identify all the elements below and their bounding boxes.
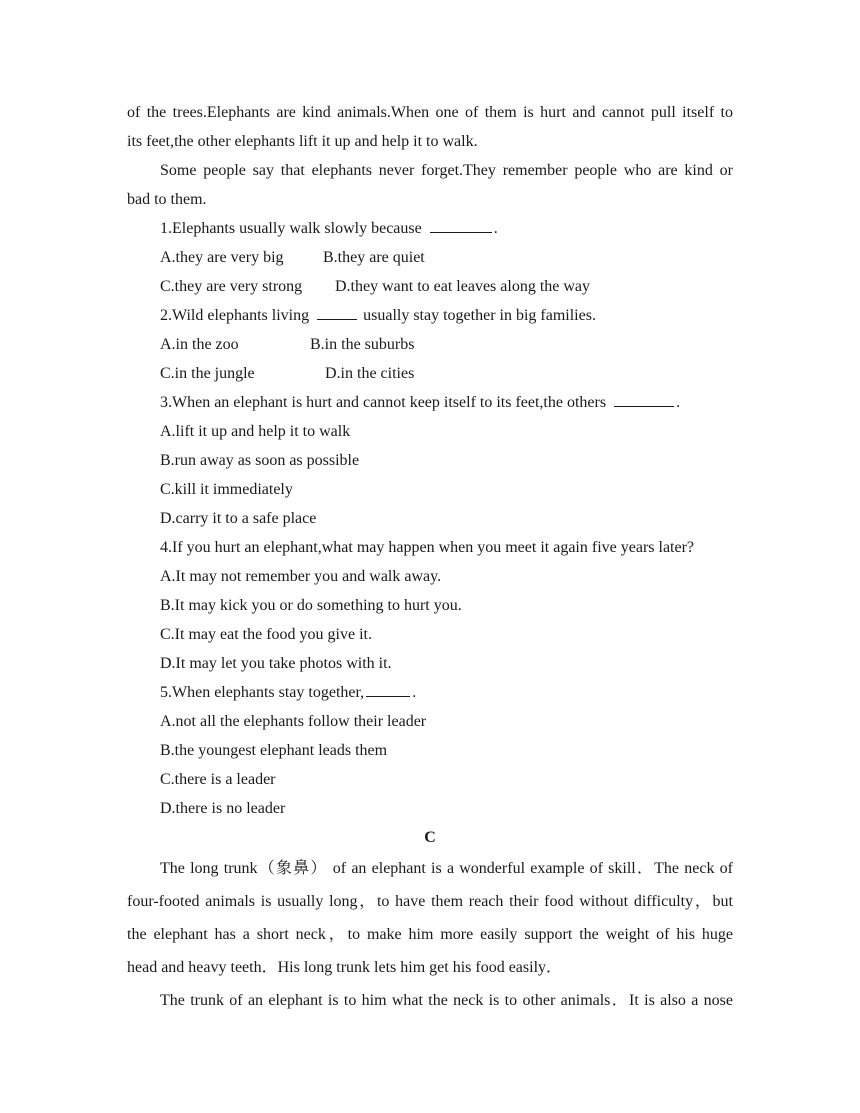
passage-line: the elephant has a short neck，to make him more easily support the weight of his huge xyxy=(127,926,733,943)
option-a: A.not all the elephants follow their leader xyxy=(160,713,427,730)
question-1 xyxy=(127,214,733,243)
passage-line: The trunk of an elephant is to him what the neck is to other animals．It is also a nose xyxy=(160,992,733,1009)
option-b: B.run away as soon as possible xyxy=(160,452,360,469)
passage-line: The long trunk（象鼻） of an elephant is a wonderful example of skill．The neck of xyxy=(160,860,733,877)
option-b: B.in the suburbs xyxy=(310,336,415,353)
options-row xyxy=(127,272,733,301)
answer-blank xyxy=(430,218,492,233)
question-stem: 2.Wild elephants living xyxy=(160,307,310,324)
question-end: . xyxy=(493,220,498,237)
option-a: A.It may not remember you and walk away. xyxy=(160,568,442,585)
option-d: D.It may let you take photos with it. xyxy=(160,655,392,672)
question-stem-after: usually stay together in big families. xyxy=(363,307,596,324)
passage-line: bad to them. xyxy=(127,191,207,208)
question-3 xyxy=(127,388,733,417)
option-b: B.It may kick you or do something to hurt you. xyxy=(160,597,462,614)
passage-line: Some people say that elephants never forget.They remember people who are kind or xyxy=(160,162,733,179)
answer-blank xyxy=(614,392,674,407)
question-stem: 5.When elephants stay together, xyxy=(160,684,365,701)
question-end: . xyxy=(412,684,417,701)
passage-line: its feet,the other elephants lift it up and help it to walk. xyxy=(127,133,478,150)
question-2 xyxy=(127,301,733,330)
option-d: D.they want to eat leaves along the way xyxy=(335,278,591,295)
option-d: D.in the cities xyxy=(325,365,415,382)
option-d: D.there is no leader xyxy=(160,800,286,817)
section-heading: C xyxy=(424,829,436,846)
option-a: A.in the zoo xyxy=(160,336,239,353)
options-row xyxy=(127,243,733,272)
question-stem: 3.When an elephant is hurt and cannot keep itself to its feet,the others xyxy=(160,394,607,411)
question-5 xyxy=(127,678,733,707)
question-4: 4.If you hurt an elephant,what may happen when you meet it again five years later? xyxy=(160,539,695,556)
option-c: C.kill it immediately xyxy=(160,481,293,498)
options-row xyxy=(127,359,733,388)
option-c: C.It may eat the food you give it. xyxy=(160,626,372,643)
question-stem: 1.Elephants usually walk slowly because xyxy=(160,220,422,237)
answer-blank xyxy=(366,682,410,697)
passage-line: of the trees.Elephants are kind animals.When one of them is hurt and cannot pull itself to xyxy=(127,104,733,121)
passage-line: four-footed animals is usually long，to have them reach their food without difficulty，but xyxy=(127,893,733,910)
option-c: C.in the jungle xyxy=(160,365,255,382)
option-a: A.they are very big xyxy=(160,249,284,266)
question-end: . xyxy=(676,394,681,411)
option-a: A.lift it up and help it to walk xyxy=(160,423,351,440)
option-c: C.there is a leader xyxy=(160,771,276,788)
option-d: D.carry it to a safe place xyxy=(160,510,317,527)
option-b: B.they are quiet xyxy=(323,249,425,266)
answer-blank xyxy=(317,305,357,320)
page-content xyxy=(127,98,733,1017)
passage-line: head and heavy teeth．His long trunk lets him get his food easily． xyxy=(127,959,563,976)
options-row xyxy=(127,330,733,359)
option-b: B.the youngest elephant leads them xyxy=(160,742,388,759)
option-c: C.they are very strong xyxy=(160,278,303,295)
